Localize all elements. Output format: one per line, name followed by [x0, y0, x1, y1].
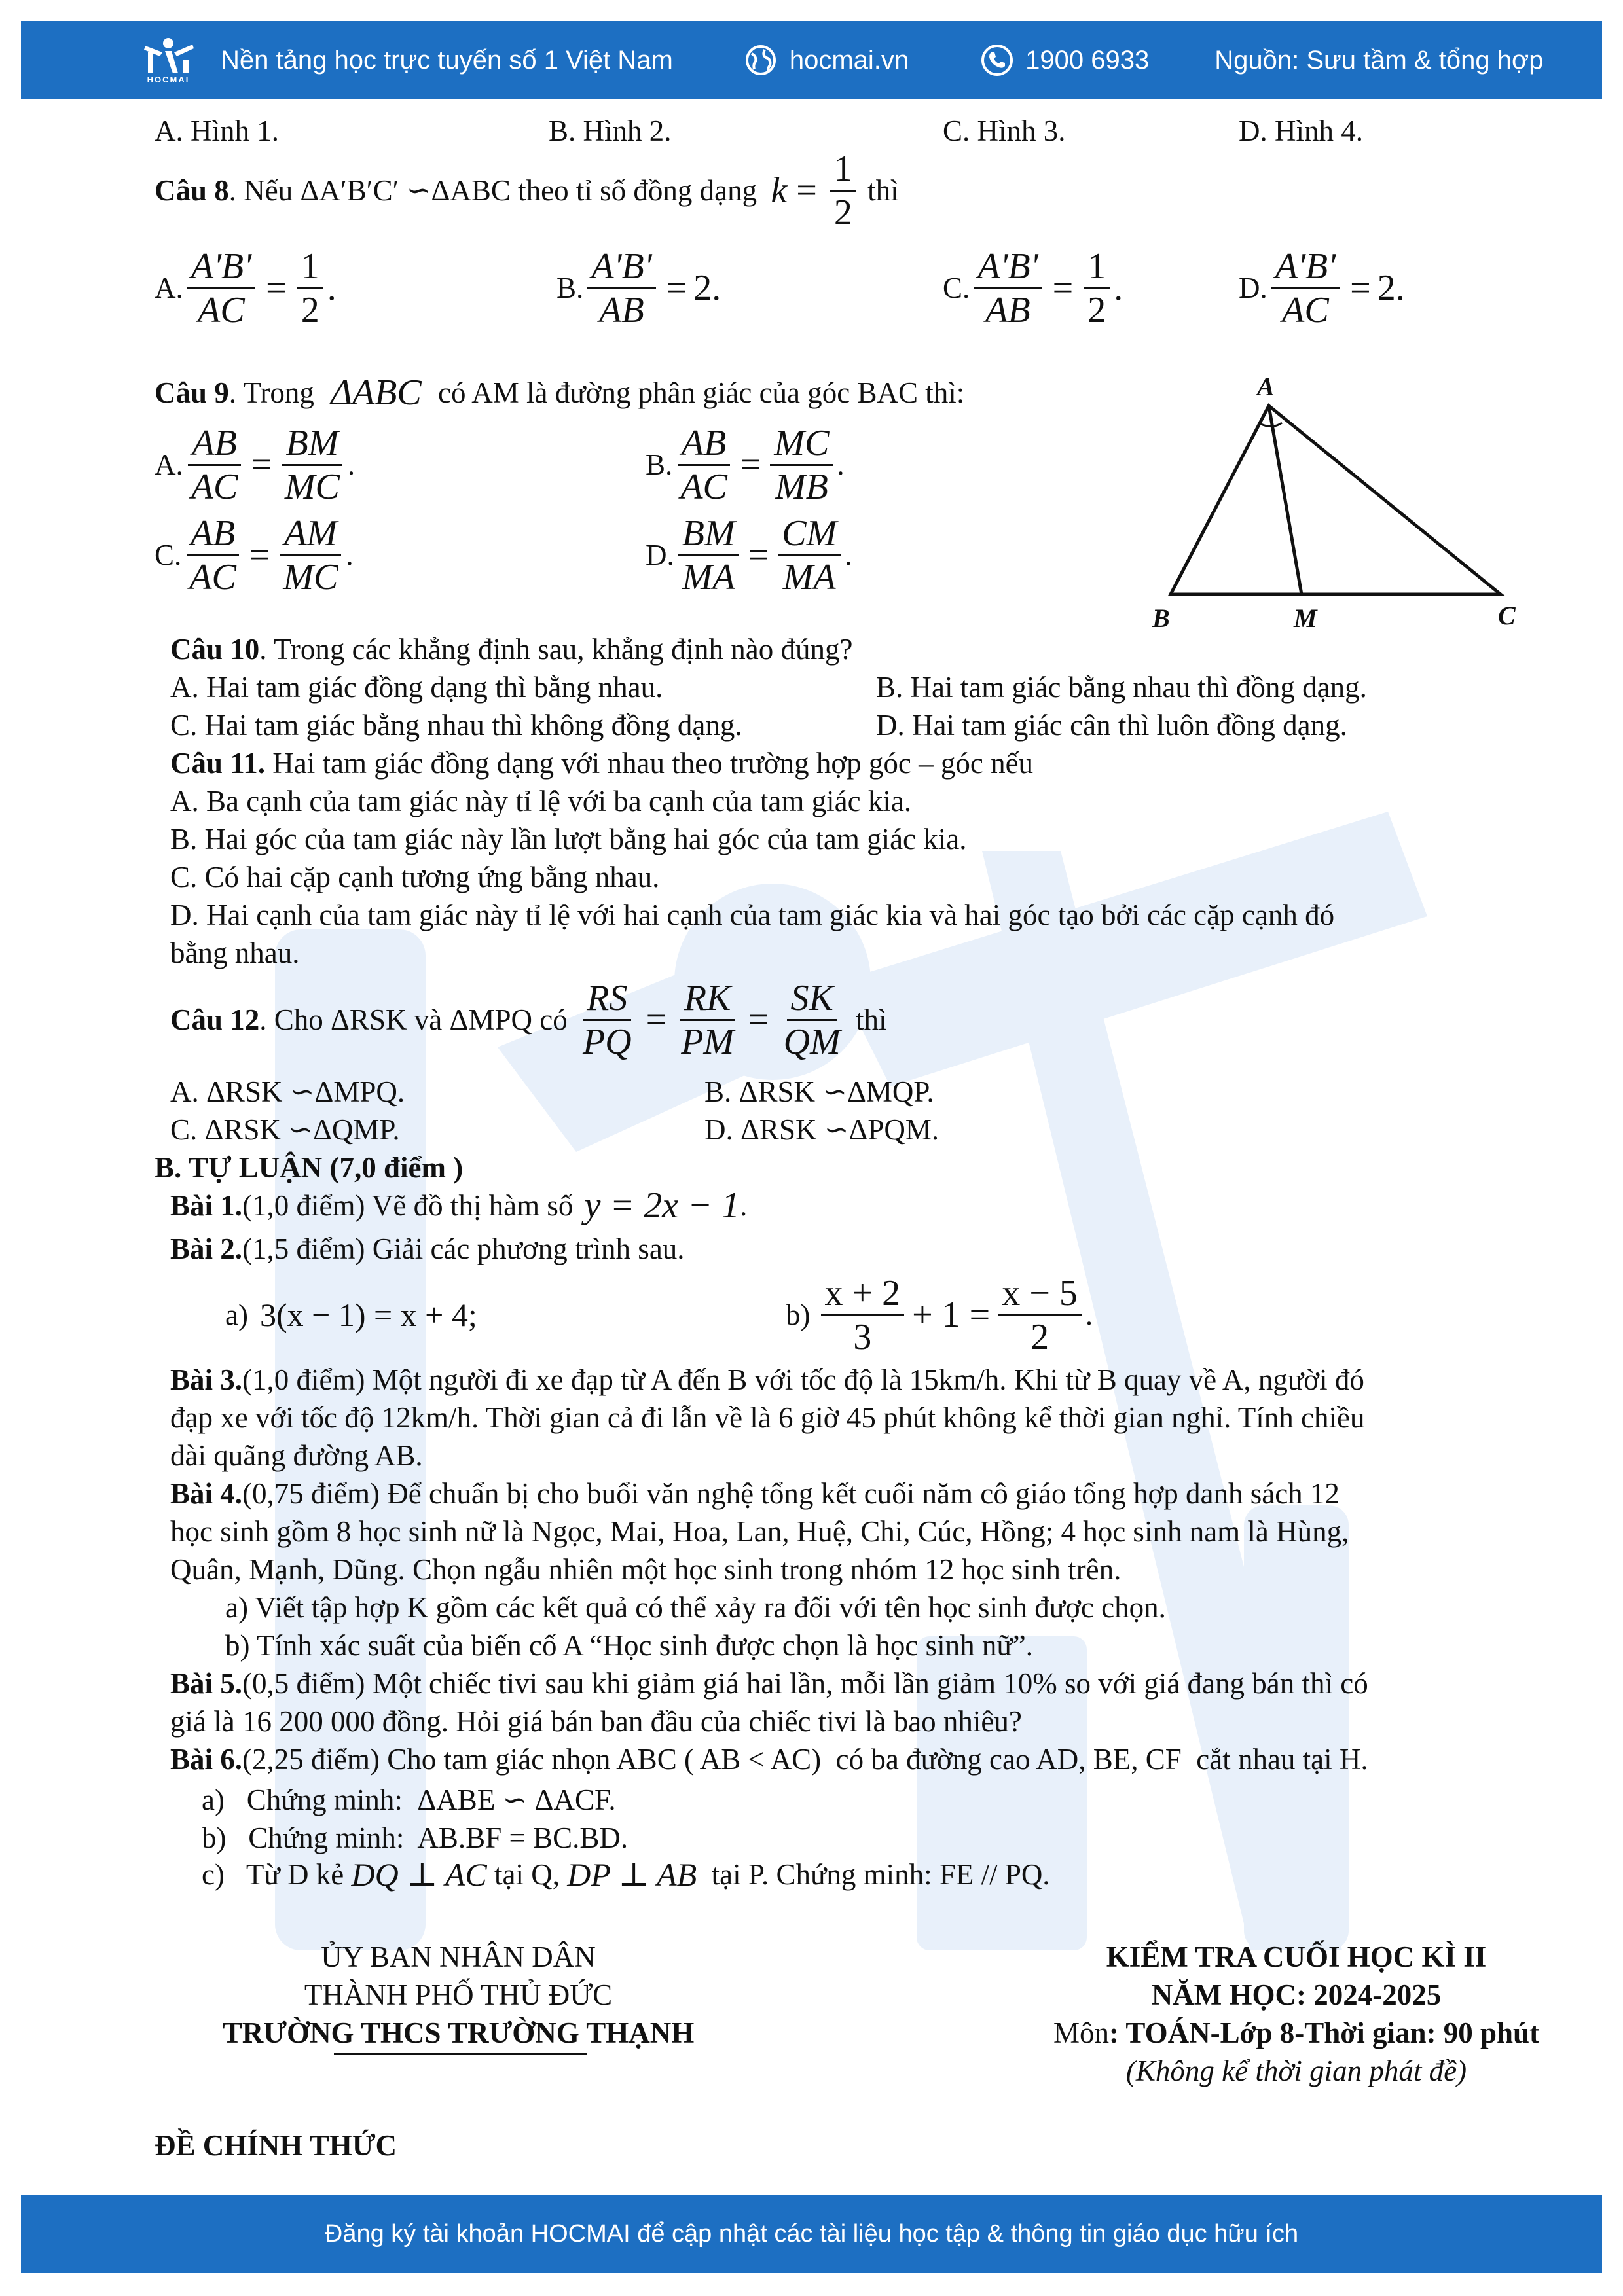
q10-option-c: C. Hai tam giác bằng nhau thì không đồng dạng.: [170, 709, 742, 742]
bai4-part-a: a) Viết tập hợp K gồm các kết quả có thể xảy ra đối với tên học sinh được chọn.: [225, 1591, 1166, 1624]
hocmai-logo: [136, 37, 201, 84]
vertex-a-label: A: [1257, 372, 1275, 401]
footer-left-underline: [334, 2053, 587, 2055]
header-slogan: Nền tảng học trực tuyến số 1 Việt Nam: [221, 45, 673, 75]
bai4-part-b: b) Tính xác suất của biến cố A “Học sinh được chọn là học sinh nữ”.: [225, 1629, 1033, 1662]
q8-k: k: [771, 170, 788, 211]
header-website[interactable]: [745, 45, 909, 76]
triangle-figure: [1139, 367, 1545, 641]
q7-option-c: C. Hình 3.: [943, 115, 1066, 147]
header-phone[interactable]: [981, 44, 1149, 77]
triangle-abc: [1171, 406, 1501, 594]
q9-stem: Câu 9 . Trong ΔABC có AM là đường phân giác của góc BAC thì:: [155, 372, 965, 413]
bai6-part-c: c) Từ D kẻ DQ ⊥ AC tại Q, DP ⊥ AB tại P. Chứng minh: FE // PQ.: [202, 1856, 1050, 1893]
q8-label: Câu 8: [155, 174, 229, 207]
footer-right-3: Môn: TOÁN-Lớp 8-Thời gian: 90 phút: [1053, 2017, 1540, 2049]
bai2-stem: Bài 2.(1,5 điểm) Giải các phương trình sau.: [170, 1232, 685, 1265]
bai5-line-2: giá là 16 200 000 đồng. Hỏi giá bán ban đầu của chiếc tivi là bao nhiêu?: [170, 1705, 1022, 1738]
bai2-part-a: a) 3(x − 1) = x + 4;: [225, 1297, 477, 1333]
q8-option-c: C. $\frac{A'B'}{AB}$ = $\frac{1}{2}$ .: [943, 245, 1123, 331]
q12-option-b: B. ΔRSK ∽ΔMQP.: [704, 1075, 934, 1108]
vertex-c-label: C: [1498, 601, 1516, 630]
q11-option-d: D. Hai cạnh của tam giác này tỉ lệ với hai cạnh của tam giác kia và hai góc tạo bởi các cặp cạnh đó: [170, 899, 1335, 931]
hocmai-logo-icon: [140, 37, 196, 75]
footer-left-2: THÀNH PHỐ THỦ ĐỨC: [304, 1979, 613, 2011]
q8-option-b: B. $\frac{A'B'}{AB}$ = 2.: [556, 245, 721, 331]
vertex-b-label: B: [1152, 603, 1170, 633]
bottom-banner-text: Đăng ký tài khoản HOCMAI để cập nhật các tài liệu học tập & thông tin giáo dục hữu ích: [324, 2219, 1299, 2248]
q9-option-a: A. $\frac{AB}{AC}$ = $\frac{BM}{MC}$ .: [155, 422, 356, 507]
bottom-banner[interactable]: [21, 2195, 1602, 2273]
q11-option-b: B. Hai góc của tam giác này lần lượt bằng hai góc của tam giác kia.: [170, 823, 967, 855]
q11-stem: Câu 11. Hai tam giác đồng dạng với nhau theo trường hợp góc – góc nếu: [170, 747, 1034, 780]
header-source: Nguồn: Sưu tầm & tổng hợp: [1214, 45, 1544, 75]
header-bar: [21, 21, 1602, 99]
q8-k-fraction: $\frac{1}{2}$: [830, 148, 856, 234]
bisector-am: [1269, 406, 1302, 594]
q9-option-d: D. $\frac{BM}{MA}$ = $\frac{CM}{MA}$ .: [646, 512, 852, 598]
footer-left-3: TRƯỜNG THCS TRƯỜNG THẠNH: [222, 2017, 695, 2049]
q8-text-a: . Nếu ΔA′B′C′ ∽ΔABC theo tỉ số đồng dạng: [228, 174, 765, 207]
bai6-part-b: b) Chứng minh: AB.BF = BC.BD.: [202, 1821, 629, 1854]
bai3-line-1: Bài 3.(1,0 điểm) Một người đi xe đạp từ A đến B với tốc độ là 15km/h. Khi từ B quay về A, người đó: [170, 1363, 1364, 1396]
bai1: Bài 1. (1,0 điểm) Vẽ đồ thị hàm số y = 2x − 1 .: [170, 1185, 748, 1226]
phone-icon: [981, 44, 1013, 77]
bai5-line-1: Bài 5.(0,5 điểm) Một chiếc tivi sau khi giảm giá hai lần, mỗi lần giảm 10% so với giá đang bán thì có: [170, 1667, 1368, 1700]
phone-text: 1900 6933: [1025, 45, 1150, 75]
footer-right-1: KIỂM TRA CUỐI HỌC KÌ II: [1106, 1941, 1487, 1973]
q8-text-b: thì: [860, 174, 899, 207]
part-b-heading: B. TỰ LUẬN (7,0 điểm ): [155, 1151, 464, 1184]
q7-option-d: D. Hình 4.: [1239, 115, 1363, 147]
footer-left-1: ỦY BAN NHÂN DÂN: [321, 1941, 596, 1973]
q10-option-a: A. Hai tam giác đồng dạng thì bằng nhau.: [170, 671, 663, 704]
q11-option-d-cont: bằng nhau.: [170, 937, 300, 969]
q8-option-d: D. $\frac{A'B'}{AC}$ = 2.: [1239, 245, 1405, 331]
q10-option-d: D. Hai tam giác cân thì luôn đồng dạng.: [876, 709, 1347, 742]
footer-right-4: (Không kể thời gian phát đề): [1125, 2054, 1467, 2087]
q7-option-a: A. Hình 1.: [155, 115, 279, 147]
bai4-line-3: Quân, Mạnh, Dũng. Chọn ngẫu nhiên một học sinh trong nhóm 12 học sinh trên.: [170, 1553, 1122, 1586]
q10-option-b: B. Hai tam giác bằng nhau thì đồng dạng.: [876, 671, 1367, 704]
bai6-stem: Bài 6.(2,25 điểm) Cho tam giác nhọn ABC ( AB < AC) có ba đường cao AD, BE, CF cắt nhau tại H.: [170, 1743, 1368, 1776]
logo-text: HOCMAI: [147, 74, 190, 84]
q11-option-c: C. Có hai cặp cạnh tương ứng bằng nhau.: [170, 861, 660, 893]
footer-right-2: NĂM HỌC: 2024-2025: [1151, 1979, 1442, 2011]
bai2-part-b: b) $\frac{x + 2}{3}$ + 1 = $\frac{x - 5}{2}$ .: [786, 1272, 1093, 1357]
q12-option-c: C. ΔRSK ∽ΔQMP.: [170, 1113, 400, 1146]
globe-icon: [745, 45, 776, 76]
website-text: hocmai.vn: [789, 45, 909, 75]
q8-stem: [155, 148, 899, 233]
official-label: ĐỀ CHÍNH THỨC: [155, 2129, 397, 2162]
q9-option-c: C. $\frac{AB}{AC}$ = $\frac{AM}{MC}$ .: [155, 512, 354, 598]
bai4-line-2: học sinh gồm 8 học sinh nữ là Ngọc, Mai, Hoa, Lan, Huệ, Chi, Cúc, Hồng; 4 học sinh nam là Hùng,: [170, 1515, 1349, 1548]
vertex-m-label: M: [1294, 603, 1317, 633]
q12-option-d: D. ΔRSK ∽ΔPQM.: [704, 1113, 939, 1146]
bai3-line-3: dài quãng đường AB.: [170, 1439, 423, 1472]
bai6-part-a: a) Chứng minh: ΔABE ∽ ΔACF.: [202, 1784, 616, 1816]
bai4-line-1: Bài 4.(0,75 điểm) Để chuẩn bị cho buổi văn nghệ tổng kết cuối năm cô giáo tổng hợp danh sách 12: [170, 1477, 1340, 1510]
q10-stem: Câu 10. Trong các khẳng định sau, khẳng định nào đúng?: [170, 633, 853, 666]
q8-eq: =: [796, 170, 817, 211]
q12-option-a: A. ΔRSK ∽ΔMPQ.: [170, 1075, 405, 1108]
q12-stem: Câu 12 . Cho ΔRSK và ΔMPQ có $\frac{RS}{PQ}$ = $\frac{RK}{PM}$ = $\frac{SK}{QM}$ thì: [170, 977, 887, 1062]
q11-option-a: A. Ba cạnh của tam giác này tỉ lệ với ba cạnh của tam giác kia.: [170, 785, 912, 817]
bai3-line-2: đạp xe với tốc độ 12km/h. Thời gian cả đi lẫn về là 6 giờ 45 phút không kể thời gian nghỉ. Tính chiều: [170, 1401, 1365, 1434]
q7-option-b: B. Hình 2.: [549, 115, 672, 147]
q8-option-a: A. $\frac{A'B'}{AC}$ = $\frac{1}{2}$ .: [155, 245, 337, 331]
q9-option-b: B. $\frac{AB}{AC}$ = $\frac{MC}{MB}$ .: [646, 422, 845, 507]
